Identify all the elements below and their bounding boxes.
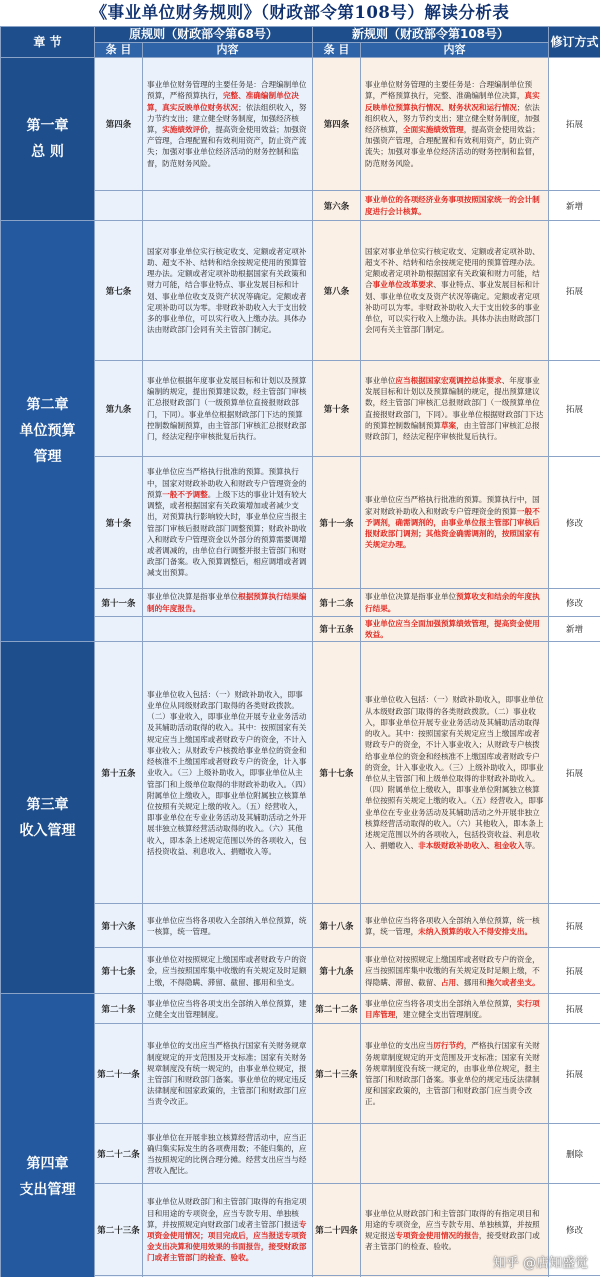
- rule-text: 定额或者定项补助根据国家有关政策和财力可能，结合: [365, 269, 540, 290]
- header-new-article: 条 目: [313, 43, 361, 58]
- highlighted-change: 预算收支和结余的年度执行结果。: [365, 592, 540, 613]
- highlighted-change: 根据预算执行结果编制的年度报告。: [147, 592, 307, 613]
- old-content: [143, 904, 313, 948]
- chapter-label: 总 则: [31, 144, 64, 160]
- watermark: 知乎 @店知盛觉: [492, 1256, 588, 1271]
- highlighted-change: 全面实施绩效管理: [402, 125, 464, 134]
- new-content: [361, 1024, 549, 1124]
- chapter-label: 支出管理: [19, 1181, 76, 1198]
- chapter-label: 收入管理: [19, 822, 76, 839]
- new-content: [361, 589, 549, 617]
- rule-text: 事业单位的支出应当严格执行国家有关财务规章制度规定的开支范围及开支标准；国家有关财务规章制度没有统一规定的，由事业单位规定，报主管部门和财政部门备案。事业单位的规定违反法律制度和国家政策的，主管部门和财政部门应当责令改正。: [147, 1041, 307, 1107]
- revision-mode: 拓展: [549, 642, 600, 904]
- rule-text: ；依法组织收入，努力节约支出；建立健全财务制度，加强经济核算，: [147, 102, 307, 134]
- new-article: [313, 1124, 361, 1184]
- rule-text: 事业单位对按照规定上缴国库或者财政专户的资金，应当按照国库集中收缴的有关规定及时足额上缴，不得隐瞒、滞留、截留、挪用和坐支。: [147, 955, 307, 987]
- rule-text: 事业单位应当将各项支出全部纳入单位预算，建立健全支出管理制度。: [147, 998, 307, 1019]
- old-content: [143, 617, 313, 642]
- revision-mode: 修改: [549, 589, 600, 617]
- revision-mode: 删除: [549, 1124, 600, 1184]
- rule-text: ，建立健全支出管理制度。: [395, 1009, 487, 1019]
- old-article: 第十六条: [95, 904, 143, 948]
- rule-text: （六）其他收入，即本条上述规定范围以外的各项收入，包括投资收益、利息收入、捐赠收入、: [365, 818, 544, 851]
- rule-text: 非财政补助收入大于支出较多的事业单位，可以实行收入上缴办法。具体办法由财政部门会同有关主管部门制定。: [365, 302, 540, 335]
- new-article: 第四条: [313, 58, 361, 191]
- highlighted-change: 实施绩效评价: [162, 125, 208, 134]
- chapter-cell: [1, 994, 95, 1277]
- highlighted-change: 实行项目库管理: [365, 998, 540, 1019]
- chapter-label: 管理: [33, 449, 62, 466]
- rule-text: （三）上级补助收入，即事业单位从主管部门和上级单位取得的非财政补助收入。: [147, 768, 303, 789]
- revision-mode: 拓展: [549, 1024, 600, 1124]
- old-article: 第二十一条: [95, 1024, 143, 1124]
- highlighted-change: 事业单位应当全面加强预算绩效管理，提高资金使用效益。: [365, 619, 540, 640]
- rule-text: （三）上级补助收入，即事业单位从主管部门和上级单位取得的非财政补助收入。: [365, 762, 544, 783]
- header-new-rule: 新规则（财政部令第108号）: [313, 27, 549, 43]
- revision-mode: 修改: [549, 457, 600, 589]
- header-mode: 修订方式: [549, 27, 600, 58]
- old-content: [143, 1124, 313, 1184]
- new-content: [361, 904, 549, 948]
- rule-text: 事业单位的支出应当: [365, 1041, 434, 1051]
- rule-text: 经营支出应当与经营收入配比。: [147, 1154, 307, 1176]
- rule-text: 国家对事业单位实行核定收支、定额或者定项补助、超支不补、结转和结余按规定使用的预算管理办法。: [365, 246, 540, 267]
- old-article: 第二十二条: [95, 1124, 143, 1184]
- rule-text: 事业单位应当严格执行批准的预算。预算执行中，国家对财政补助收入和财政专户管理资金的预算: [365, 495, 540, 516]
- rule-text: （一）财政补助收入，即事业单位从本级财政部门取得的各类财政拨款。: [365, 695, 544, 716]
- revision-mode: 拓展: [549, 948, 600, 994]
- new-content: [361, 994, 549, 1024]
- highlighted-change: 非本级财政补助收入、租金收入: [418, 841, 525, 851]
- rule-text: 事业单位根据年度事业发展目标和计划以及预算编制的规定，提出预算建议数，经主管部门审核汇总报财政部门（一级预算单位直接报财政部门，下同）。事业单位根据财政部门下达的预算控制数编制预算，由主管部门审核汇总报财政部门，经法定程序审核批复后执行。: [147, 375, 307, 441]
- old-article: 第七条: [95, 221, 143, 361]
- rule-text: （二）事业收入，即事业单位开展专业业务活动及其辅助活动取得的收入。其中：按照国家有关规定应当上缴国库或者财政专户的资金，不计入事业收入；从财政专户核拨给事业单位的资金和经核准不上缴国库或者财政专户的资金，计入事业收入。: [147, 712, 307, 778]
- rule-text: 、挪用和: [456, 977, 487, 987]
- rule-text: 非财政补助收入大于支出较多的事业单位，可以实行收入上缴办法。具体办法由财政部门会同有关主管部门制定。: [147, 302, 307, 335]
- rule-text: 事业单位应当将各项支出全部纳入单位预算，: [365, 998, 517, 1008]
- new-content: [361, 948, 549, 994]
- rule-text: 事业单位从财政部门和主管部门取得的有指定项目和用途的专项资金，应当专款专用、单独核算，并按照规定报送: [365, 1208, 540, 1240]
- new-article: 第八条: [313, 221, 361, 361]
- new-article: 第二十三条: [313, 1024, 361, 1124]
- old-article: 第十条: [95, 457, 143, 589]
- new-article: 第十二条: [313, 589, 361, 617]
- chapter-cell: [1, 221, 95, 642]
- chapter-label: 单位预算: [19, 423, 76, 440]
- header-chapter: 章 节: [1, 27, 95, 58]
- chapter-label: 第一章: [26, 118, 69, 134]
- new-article: 第十八条: [313, 904, 361, 948]
- highlighted-change: 专项资金使用情况的报告: [395, 1230, 479, 1240]
- chapter-label: 第二章: [26, 397, 69, 414]
- highlighted-change: 专项资金使用情况；项目完成后，应当报送专项资金支出决算和使用效果的书面报告，接受财政部门或者主管部门的检查、验收。: [147, 1219, 307, 1263]
- old-content: [143, 58, 313, 191]
- old-content: [143, 457, 313, 589]
- rule-text: （二）事业收入，即事业单位开展专业业务活动及其辅助活动取得的收入。其中：按照国家有关规定应当上缴国库或者财政专户的资金，不计入事业收入；从财政专户核拨给事业单位的资金和经核准不上缴国库或者财政专户的资金，计入事业收入。: [365, 706, 540, 772]
- rule-text: （六）其他收入，即本条上述规定范围以外的各项收入，包括投资收益、利息收入、捐赠收入等。: [147, 824, 307, 856]
- new-content: [361, 457, 549, 589]
- new-article: 第六条: [313, 191, 361, 221]
- rule-text: 事业单位收入包括：: [365, 695, 434, 705]
- chapter-label: 第三章: [26, 796, 69, 813]
- rule-text: （五）经营收入，即事业单位在专业业务活动及其辅助活动之外开展非独立核算经营活动取得的收入。: [365, 796, 544, 828]
- old-content: [143, 361, 313, 457]
- header-new-content: 内容: [361, 43, 549, 58]
- new-article: 第十九条: [313, 948, 361, 994]
- rule-text: ，提高资金使用效益；加强资产管理，合理配置和有效利用资产，防止资产流失；加强对事业单位经济活动的财务控制和监督，防范财务风险。: [147, 125, 307, 168]
- rule-text: 事业单位应当严格执行批准的预算。预算执行中，国家对财政补助收入和财政专户管理资金的预算: [147, 467, 307, 499]
- new-article: 第十五条: [313, 617, 361, 642]
- old-article: 第十五条: [95, 642, 143, 904]
- chapter-label: 第四章: [26, 1155, 69, 1172]
- rule-text: 事业单位在开展非独立核算经营活动中，应当正确归集实际发生的各项费用数；不能归集的，应当按照规定的比例合理分摊。: [147, 1132, 307, 1164]
- rule-text: 事业单位财务管理的主要任务是：合理编制单位预算，严格预算执行，: [147, 80, 307, 101]
- new-content: [361, 58, 549, 191]
- chapter-cell: [1, 642, 95, 994]
- rule-text: （一）财政补助收入，即事业单位从同级财政部门取得的各类财政拨款。: [147, 689, 303, 711]
- rule-text: 事业单位决算是指事业单位: [147, 592, 239, 602]
- revision-mode: 拓展: [549, 58, 600, 191]
- old-content: [143, 1184, 313, 1276]
- page-title: 《事业单位财务规则》（财政部令第108号）解读分析表: [90, 3, 510, 22]
- old-article: [95, 191, 143, 221]
- old-content: [143, 191, 313, 221]
- highlighted-change: 占用: [440, 977, 457, 987]
- revision-mode: 新增: [549, 617, 600, 642]
- revision-mode: 拓展: [549, 361, 600, 457]
- new-content: [361, 1124, 549, 1184]
- rule-text: 定额或者定项补助根据国家有关政策和财力可能，结合事业特点、事业发展目标和计划、事业单位收支及资产状况等确定。定额或者定项补助可以为零。: [147, 269, 307, 312]
- rules-comparison-table: [0, 26, 600, 1277]
- old-article: 第二十三条: [95, 1184, 143, 1276]
- chapter-cell: [1, 58, 95, 221]
- rule-text: （五）经营收入，即事业单位在专业业务活动及其辅助活动之外开展非独立核算经营活动取得的收入。: [147, 801, 307, 834]
- highlighted-change: 未纳入预算的收入不得安排支出。: [418, 926, 533, 936]
- old-content: [143, 948, 313, 994]
- rule-text: ，接受财政部门或者主管部门的检查、验收。: [365, 1230, 540, 1252]
- rule-text: 国家对事业单位实行核定收支、定额或者定项补助、超支不补、结转和结余按规定使用的预算管理办法。: [147, 246, 307, 279]
- revision-mode: 拓展: [549, 904, 600, 948]
- new-content: [361, 361, 549, 457]
- highlighted-change: 事业单位的各项经济业务事项按照国家统一的会计制度进行会计核算。: [365, 195, 540, 216]
- revision-mode: 拓展: [549, 221, 600, 361]
- revision-mode: 拓展: [549, 994, 600, 1024]
- header-old-content: 内容: [143, 43, 313, 58]
- old-article: 第十七条: [95, 948, 143, 994]
- old-article: [95, 617, 143, 642]
- rule-text: 事业单位收入包括：: [147, 689, 216, 699]
- rule-text: 事业单位: [365, 375, 396, 385]
- highlighted-change: 厉行节约: [433, 1041, 464, 1051]
- new-article: 第十七条: [313, 642, 361, 904]
- rule-text: ，严格执行国家有关财务规章制度规定的开支范围及开支标准；国家有关财务规章制度没有统一规定的，由事业单位规定，报主管部门和财政部门备案。事业单位的规定违反法律制度和国家政策的，主管部门和财政部门应当责令改正。: [365, 1041, 540, 1107]
- rule-text: 等。: [524, 841, 540, 851]
- old-content: [143, 1024, 313, 1124]
- old-content: [143, 642, 313, 904]
- table-row: [1, 58, 600, 191]
- rule-text: 事业单位财务管理的主要任务是：合理编制单位预算，严格预算执行，完整、准确编制单位决算，: [365, 80, 533, 101]
- highlighted-change: 拖欠或者坐支。: [486, 977, 540, 987]
- new-content: [361, 617, 549, 642]
- highlighted-change: 真实反映单位预算执行情况、财务状况和运行情况: [365, 91, 540, 112]
- rule-text: 事业单位从财政部门和主管部门取得的有指定项目和用途的专项资金，应当专款专用、单独核算，并按照规定向财政部门或者主管部门报送: [147, 1197, 307, 1229]
- header-old-rule: 原规则（财政部令第68号）: [95, 27, 313, 43]
- table-row: [1, 642, 600, 904]
- old-content: [143, 994, 313, 1024]
- rule-text: （四）附属单位上缴收入，即事业单位附属独立核算单位按照有关规定上缴的收入。: [147, 779, 307, 811]
- old-content: [143, 221, 313, 361]
- rule-text: ，提高资金使用效益；加强资产管理，合理配置和有效利用资产，防止资产流失；加强对事业单位经济活动的财务控制和监督，防范财务风险。: [365, 125, 540, 168]
- highlighted-change: 完整、准确编制单位决算，真实反映单位财务状况: [147, 91, 299, 112]
- new-article: 第十条: [313, 361, 361, 457]
- rule-text: 。上级下达的事业计划有较大调整，或者根据国家有关政策增加或者减少支出，对预算执行影响较大时，事业单位应当报主管部门审核后报财政部门调整预算；财政补助收入和财政专户管理资金以外部分的预算需要调增或者调减的，由单位自行调整并报主管部门和财政部门备案。收入预算调整后，相应调增或者调减支出预算。: [147, 489, 307, 578]
- highlighted-change: 事业单位改革要求: [372, 280, 434, 290]
- revision-mode: 修改: [549, 1184, 600, 1276]
- rule-text: 、年度事业发展目标和计划以及预算编制的规定，提出预算建议数，经主管部门审核汇总报财政部门（一级预算单位直接报财政部门，下同）。事业单位根据财政部门下达的预算控制数编制预算: [365, 375, 544, 430]
- rule-text: 事业单位应当将各项收入全部纳入单位预算，统一核算，统一管理，: [365, 915, 540, 936]
- header-old-article: 条 目: [95, 43, 143, 58]
- rule-text: ；依法组织收入，努力节约支出；建立健全财务制度，加强经济核算，: [365, 102, 540, 134]
- new-article: 第二十二条: [313, 994, 361, 1024]
- rule-text: ，由主管部门审核汇总报财政部门，经法定程序审核批复后执行。: [365, 420, 540, 441]
- new-content: [361, 191, 549, 221]
- old-content: [143, 589, 313, 617]
- rule-text: 事业单位决算是指事业单位: [365, 592, 457, 602]
- table-row: [1, 994, 600, 1024]
- highlighted-change: 应当根据国家宏观调控总体要求: [395, 375, 502, 385]
- table-row: [1, 221, 600, 361]
- rule-text: 事业单位对按照规定上缴国库或者财政专户的资金，应当按照国库集中收缴的有关规定及时足额上缴，不得隐瞒、滞留、截留、: [365, 955, 540, 987]
- old-article: 第四条: [95, 58, 143, 191]
- old-article: 第九条: [95, 361, 143, 457]
- old-article: 第二十条: [95, 994, 143, 1024]
- new-content: [361, 221, 549, 361]
- revision-mode: 新增: [549, 191, 600, 221]
- new-article: 第十一条: [313, 457, 361, 589]
- highlighted-change: 一般不予调整: [162, 489, 208, 499]
- rule-text: 、事业特点、事业发展目标和计划、事业单位收支及资产状况等确定。定额或者定项补助可以为零。: [365, 280, 540, 312]
- old-article: 第十一条: [95, 589, 143, 617]
- new-article: 第二十四条: [313, 1184, 361, 1276]
- new-content: [361, 642, 549, 904]
- highlighted-change: 一般不予调剂，确需调剂的，由事业单位报主管部门审核后报财政部门调剂；其他资金确需调剂的，按照国家有关规定办理。: [365, 506, 540, 550]
- highlighted-change: 草案: [440, 420, 457, 430]
- rule-text: 事业单位应当将各项收入全部纳入单位预算，统一核算，统一管理。: [147, 915, 307, 936]
- rule-text: （四）附属单位上缴收入，即事业单位附属独立核算单位按照有关规定上缴的收入。: [365, 785, 540, 806]
